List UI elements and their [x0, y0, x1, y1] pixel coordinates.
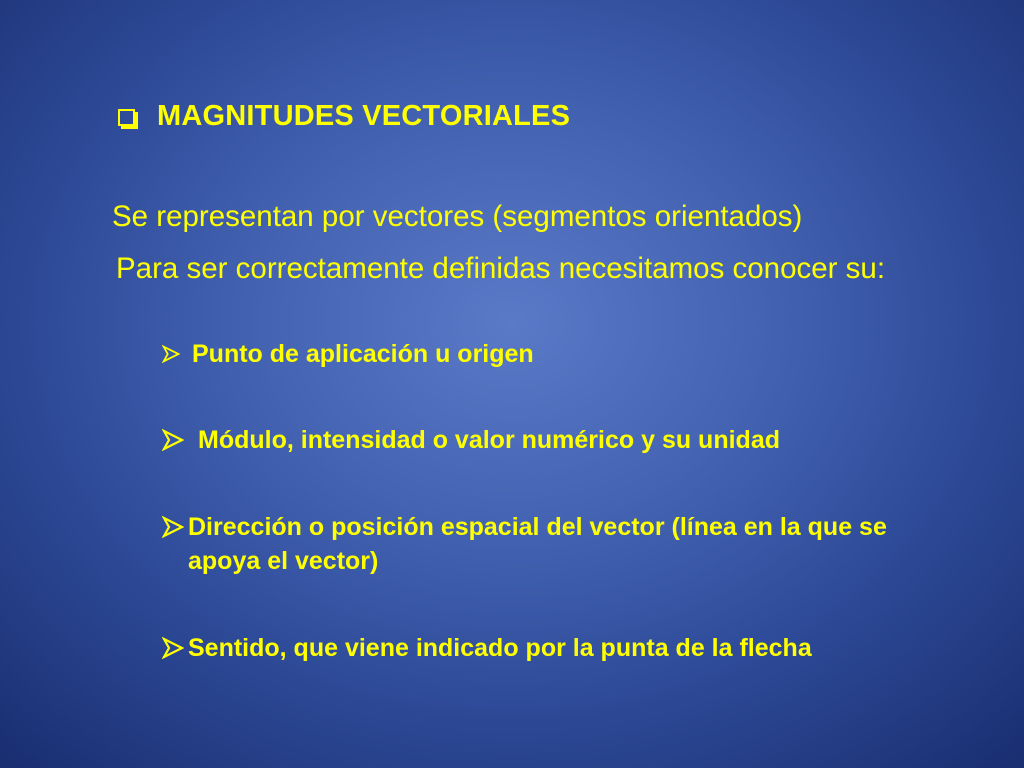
bullet-item [162, 423, 780, 457]
bullet-text: Sentido, que viene indicado por la punta de la flecha [188, 634, 812, 662]
bullet-text: Dirección o posición espacial del vector (línea en la que se apoya el vector) [188, 513, 887, 575]
bullet-item [162, 510, 922, 578]
arrowhead-icon [162, 516, 184, 538]
paragraph-representation: Se representan por vectores (segmentos orientados) [112, 200, 803, 233]
arrowhead-icon [162, 429, 184, 451]
slide-heading [118, 100, 570, 133]
bullet-text: Módulo, intensidad o valor numérico y su unidad [198, 426, 780, 454]
checkbox-square-icon [118, 109, 135, 126]
arrowhead-icon [162, 345, 180, 363]
heading-text: MAGNITUDES VECTORIALES [157, 100, 571, 132]
arrowhead-icon [162, 637, 184, 659]
bullet-item [162, 631, 812, 665]
paragraph-definition: Para ser correctamente definidas necesitamos conocer su: [116, 252, 886, 285]
bullet-text: Punto de aplicación u origen [192, 340, 534, 368]
bullet-item [162, 337, 534, 371]
